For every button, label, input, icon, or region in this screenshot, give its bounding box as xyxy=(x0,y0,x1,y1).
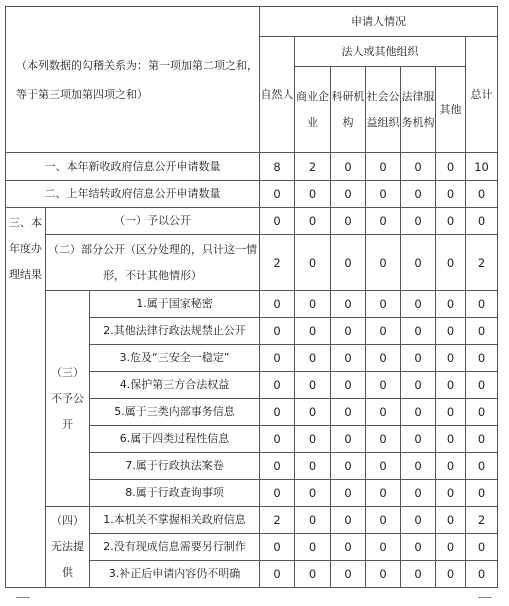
cell-value: 0 xyxy=(436,181,466,208)
cell-value: 0 xyxy=(331,235,366,291)
cell-value: 0 xyxy=(260,561,295,588)
cell-value: 0 xyxy=(401,453,436,480)
other-header: 其他 xyxy=(436,67,466,153)
cell-value: 0 xyxy=(295,426,331,453)
table-row xyxy=(6,208,498,235)
applicant-header: 申请人情况 xyxy=(260,7,498,37)
cell-value: 0 xyxy=(401,181,436,208)
cell-value: 0 xyxy=(366,372,401,399)
cell-value: 0 xyxy=(401,345,436,372)
cell-value: 0 xyxy=(260,345,295,372)
cell-value: 0 xyxy=(466,480,498,507)
cell-value: 0 xyxy=(401,561,436,588)
cell-value: 0 xyxy=(331,480,366,507)
cell-value: 0 xyxy=(295,453,331,480)
cell-value: 0 xyxy=(366,345,401,372)
law-header xyxy=(401,67,436,153)
cell-value: 0 xyxy=(466,208,498,235)
cell-value: 0 xyxy=(295,372,331,399)
cell-value: 0 xyxy=(295,291,331,318)
research-label: 科研机构 xyxy=(331,89,365,129)
cell-value: 0 xyxy=(401,208,436,235)
cell-value: 0 xyxy=(331,345,366,372)
disclosure-statistics-table xyxy=(5,6,498,588)
cell-value: 2 xyxy=(260,235,295,291)
cell-value: 0 xyxy=(366,291,401,318)
cell-value: 0 xyxy=(331,561,366,588)
row-label: 7.属于行政执法案卷 xyxy=(90,453,260,480)
row-label: 1.本机关不掌握相关政府信息 xyxy=(90,507,260,534)
cell-value: 0 xyxy=(366,480,401,507)
cell-value: 0 xyxy=(331,153,366,181)
cell-value: 0 xyxy=(366,399,401,426)
cell-value: 10 xyxy=(466,153,498,181)
cell-value: 0 xyxy=(401,372,436,399)
corner-note-text: （本列数据的勾稽关系为：第一项加第二项之和，等于第三项加第四项之和） xyxy=(16,58,258,101)
cell-value: 0 xyxy=(295,345,331,372)
table-row xyxy=(6,181,498,208)
cell-value: 0 xyxy=(295,235,331,291)
cell-value: 0 xyxy=(295,318,331,345)
cell-value: 0 xyxy=(331,453,366,480)
cell-value: 0 xyxy=(366,153,401,181)
cell-value: 0 xyxy=(260,372,295,399)
cell-value: 8 xyxy=(260,153,295,181)
row-label: 5.属于三类内部事务信息 xyxy=(90,399,260,426)
cell-value: 0 xyxy=(401,399,436,426)
cell-value: 0 xyxy=(466,426,498,453)
cell-value: 0 xyxy=(295,208,331,235)
cell-value: 0 xyxy=(436,480,466,507)
cell-value: 0 xyxy=(366,561,401,588)
research-header xyxy=(331,67,366,153)
cell-value: 0 xyxy=(436,507,466,534)
cell-value: 0 xyxy=(366,453,401,480)
cell-value: 0 xyxy=(436,153,466,181)
cell-value: 0 xyxy=(260,426,295,453)
row-label: 6.属于四类过程性信息 xyxy=(90,426,260,453)
total-header: 总计 xyxy=(466,37,498,153)
cell-value: 0 xyxy=(401,318,436,345)
row-label: 3.危及“三安全一稳定” xyxy=(90,345,260,372)
section3-label xyxy=(6,208,46,588)
group4-label-text: （四）无法提供 xyxy=(51,514,84,579)
cell-value: 0 xyxy=(331,507,366,534)
cell-value: 0 xyxy=(331,181,366,208)
cell-value: 0 xyxy=(366,208,401,235)
cell-value: 0 xyxy=(436,291,466,318)
partial-disclosure-label: （二）部分公开（区分处理的，只计这一情形，不计其他情形） xyxy=(48,242,257,282)
cell-value: 0 xyxy=(260,208,295,235)
cell-value: 0 xyxy=(295,534,331,561)
table-row xyxy=(6,235,498,291)
cell-value: 0 xyxy=(436,235,466,291)
cell-value: 0 xyxy=(466,453,498,480)
cell-value: 0 xyxy=(436,426,466,453)
row-label: 一、本年新收政府信息公开申请数量 xyxy=(6,153,260,181)
cell-value: 2 xyxy=(295,153,331,181)
row-label: 3.补正后申请内容仍不明确 xyxy=(90,561,260,588)
cell-value: 0 xyxy=(466,291,498,318)
cell-value: 0 xyxy=(436,453,466,480)
cell-value: 0 xyxy=(401,507,436,534)
cell-value: 0 xyxy=(436,534,466,561)
cell-value: 0 xyxy=(366,235,401,291)
cell-value: 0 xyxy=(331,318,366,345)
cell-value: 0 xyxy=(401,291,436,318)
row-label: 1.属于国家秘密 xyxy=(90,291,260,318)
cell-value: 0 xyxy=(331,291,366,318)
cell-value: 0 xyxy=(366,534,401,561)
cell-value: 0 xyxy=(260,291,295,318)
cell-value: 0 xyxy=(436,345,466,372)
table-row xyxy=(6,507,498,534)
cell-value: 0 xyxy=(366,507,401,534)
cell-value: 0 xyxy=(260,480,295,507)
cell-value: 0 xyxy=(260,453,295,480)
cell-value: 0 xyxy=(436,561,466,588)
cell-value: 2 xyxy=(466,507,498,534)
row-label: 2.其他法律行政法规禁止公开 xyxy=(90,318,260,345)
law-label: 法律服务机构 xyxy=(401,89,435,129)
cell-value: 0 xyxy=(466,561,498,588)
cell-value: 0 xyxy=(260,318,295,345)
cell-value: 0 xyxy=(401,153,436,181)
cell-value: 0 xyxy=(401,534,436,561)
business-label: 商业企业 xyxy=(296,89,330,129)
corner-note xyxy=(6,7,260,153)
cell-value: 0 xyxy=(466,534,498,561)
cell-value: 0 xyxy=(331,534,366,561)
cell-value: 0 xyxy=(260,181,295,208)
business-header xyxy=(295,67,331,153)
cell-value: 0 xyxy=(331,208,366,235)
cell-value: 0 xyxy=(436,372,466,399)
row-label: 二、上年结转政府信息公开申请数量 xyxy=(6,181,260,208)
cell-value: 0 xyxy=(436,318,466,345)
table-row xyxy=(6,153,498,181)
cell-value: 0 xyxy=(260,399,295,426)
cell-value: 0 xyxy=(295,181,331,208)
natural-person-header xyxy=(260,37,295,153)
cell-value: 0 xyxy=(466,181,498,208)
cell-value: 0 xyxy=(466,372,498,399)
social-label: 社会公益组织 xyxy=(366,89,400,129)
cell-value: 0 xyxy=(466,318,498,345)
cell-value: 0 xyxy=(295,480,331,507)
cell-value: 0 xyxy=(260,534,295,561)
cell-value: 0 xyxy=(331,399,366,426)
legal-entity-group-header: 法人或其他组织 xyxy=(295,37,466,67)
cell-value: 0 xyxy=(331,426,366,453)
group3-label xyxy=(46,291,90,507)
cell-value: 0 xyxy=(466,345,498,372)
cell-value: 0 xyxy=(366,426,401,453)
row-label: （一）予以公开 xyxy=(46,208,260,235)
cell-value: 0 xyxy=(295,399,331,426)
section3-label-text: 三、本年度办理结果 xyxy=(9,216,42,281)
cell-value: 0 xyxy=(366,181,401,208)
cell-value: 2 xyxy=(260,507,295,534)
cell-value: 0 xyxy=(401,235,436,291)
cell-value: 0 xyxy=(401,426,436,453)
group4-label xyxy=(46,507,90,588)
row-label: 8.属于行政查询事项 xyxy=(90,480,260,507)
group3-label-text: （三）不予公开 xyxy=(51,365,84,431)
row-label xyxy=(46,235,260,291)
cell-value: 0 xyxy=(295,507,331,534)
cell-value: 0 xyxy=(436,399,466,426)
cell-value: 2 xyxy=(466,235,498,291)
cell-value: 0 xyxy=(366,318,401,345)
table-row xyxy=(6,291,498,318)
cell-value: 0 xyxy=(295,561,331,588)
cell-value: 0 xyxy=(401,480,436,507)
cell-value: 0 xyxy=(436,208,466,235)
cell-value: 0 xyxy=(331,372,366,399)
social-header xyxy=(366,67,401,153)
row-label: 4.保护第三方合法权益 xyxy=(90,372,260,399)
cell-value: 0 xyxy=(466,399,498,426)
row-label: 2.没有现成信息需要另行制作 xyxy=(90,534,260,561)
natural-person-label: 自然人 xyxy=(260,87,294,101)
